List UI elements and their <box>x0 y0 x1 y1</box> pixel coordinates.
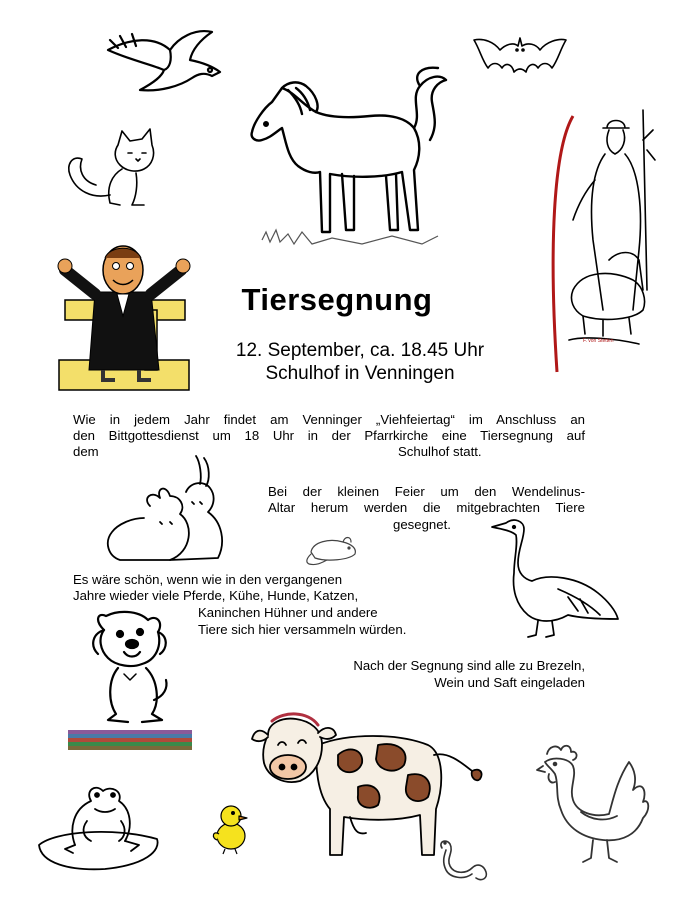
para4-line2: Wein und Saft eingeladen <box>434 675 585 690</box>
frog-icon <box>35 775 165 875</box>
rooster-icon <box>533 740 653 865</box>
saint-caption: F. von Stetten <box>583 338 614 344</box>
goose-icon <box>488 515 623 640</box>
event-date: 12. September, ca. 18.45 Uhr <box>235 340 485 361</box>
chick-icon <box>205 800 255 855</box>
para1-line2: den Bittgottesdienst um 18 Uhr in der Pfarrkirche eine Tiersegnung auf <box>73 428 585 443</box>
para4-line1: Nach der Segnung sind alle zu Brezeln, <box>353 658 585 673</box>
para3-line4: Tiere sich hier versammeln würden. <box>198 622 407 637</box>
bat-icon <box>470 28 570 88</box>
rabbits-icon <box>100 452 240 567</box>
para1-line1: Wie in jedem Jahr findet am Venninger „Viehfeiertag“ im Anschluss an <box>73 412 585 427</box>
event-title: Tiersegnung <box>241 282 433 317</box>
mouse-icon <box>303 530 363 568</box>
para3-line2: Jahre wieder viele Pferde, Kühe, Hunde, Katzen, <box>73 588 359 603</box>
para3-line3: Kaninchen Hühner und andere <box>198 605 378 620</box>
para3-line1: Es wäre schön, wenn wie in den vergangenen <box>73 572 343 587</box>
flying-bird-icon <box>100 20 230 100</box>
saint-wendelin-icon <box>543 110 661 376</box>
para1-line3-right: Schulhof statt. <box>398 444 482 459</box>
para2-line2: Altar herum werden die mitgebrachten Tiere <box>268 500 585 515</box>
event-place: Schulhof in Venningen <box>265 363 455 384</box>
cat-icon <box>62 125 162 215</box>
dog-icon <box>68 610 193 750</box>
worm-icon <box>436 838 496 883</box>
para2-line3: gesegnet. <box>393 517 451 532</box>
para1-line3-left: dem <box>73 444 99 459</box>
horse-icon <box>242 62 452 262</box>
para2-line1: Bei der kleinen Feier um den Wendelinus- <box>268 484 585 499</box>
